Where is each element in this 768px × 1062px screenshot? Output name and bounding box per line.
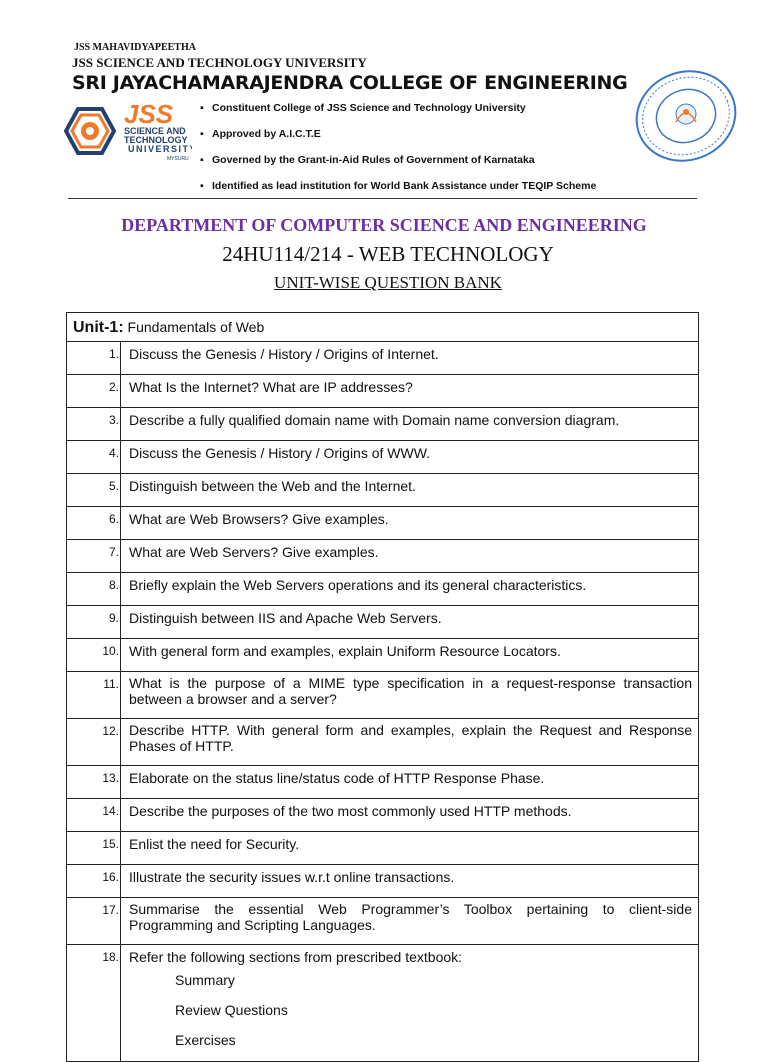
department-title: DEPARTMENT OF COMPUTER SCIENCE AND ENGINEERING <box>121 215 647 235</box>
question-text: Briefly explain the Web Servers operations and its general characteristics. <box>121 573 699 606</box>
question-table <box>66 312 699 1062</box>
table-row <box>67 408 699 441</box>
question-text: What Is the Internet? What are IP addresses? <box>121 375 699 408</box>
header-college: SRI JAYACHAMARAJENDRA COLLEGE OF ENGINEERING <box>72 72 628 94</box>
table-row <box>67 342 699 375</box>
question-number: 12. <box>67 719 121 766</box>
refer-item-text: Exercises <box>175 1032 236 1048</box>
unit-header-row <box>67 313 699 342</box>
logo-mysuru-text: MYSURU <box>167 156 189 162</box>
table-row <box>67 507 699 540</box>
question-text: Describe the purposes of the two most commonly used HTTP methods. <box>121 799 699 832</box>
bullet-text: Constituent College of JSS Science and Technology University <box>212 102 526 114</box>
question-text: Describe a fully qualified domain name with Domain name conversion diagram. <box>121 408 699 441</box>
bullet-text: Governed by the Grant-in-Aid Rules of Government of Karnataka <box>212 154 535 166</box>
table-row <box>67 865 699 898</box>
course-title: 24HU114/214 - WEB TECHNOLOGY <box>222 242 554 266</box>
refer-item-review-questions <box>129 995 692 1025</box>
header-divider <box>68 198 697 199</box>
logo-jss-text: JSS <box>124 99 174 129</box>
table-row <box>67 375 699 408</box>
question-number: 2. <box>67 375 121 408</box>
table-row <box>67 719 699 766</box>
question-number: 3. <box>67 408 121 441</box>
logo-science-text: SCIENCE AND <box>124 126 186 136</box>
question-number: 14. <box>67 799 121 832</box>
question-number: 18. <box>67 945 121 1062</box>
unit-header-cell <box>67 313 699 342</box>
bullet-text: Approved by A.I.C.T.E <box>212 128 321 140</box>
bullet-aicte <box>200 128 321 140</box>
bullet-icon: ▪ <box>200 128 204 140</box>
question-text: Refer the following sections from prescribed textbook: <box>129 949 463 965</box>
question-number: 9. <box>67 606 121 639</box>
question-number: 10. <box>67 639 121 672</box>
bullet-teqip <box>200 180 596 192</box>
question-text: Distinguish between IIS and Apache Web Servers. <box>121 606 699 639</box>
table-row <box>67 766 699 799</box>
question-number: 11. <box>67 672 121 719</box>
question-text: What is the purpose of a MIME type specification in a request-response transaction between a browser and a server? <box>121 672 699 719</box>
header-parent-org: JSS MAHAVIDYAPEETHA <box>74 42 196 53</box>
bullet-icon: ▪ <box>200 102 204 114</box>
bullet-text: Identified as lead institution for World Bank Assistance under TEQIP Scheme <box>212 180 597 192</box>
question-text: Discuss the Genesis / History / Origins of WWW. <box>121 441 699 474</box>
question-number: 6. <box>67 507 121 540</box>
question-text: Enlist the need for Security. <box>121 832 699 865</box>
table-row <box>67 945 699 1062</box>
bullet-icon: ▪ <box>200 180 204 192</box>
bullet-icon: ▪ <box>200 154 204 166</box>
jss-university-logo <box>62 97 192 165</box>
table-row <box>67 898 699 945</box>
table-row <box>67 832 699 865</box>
header-university: JSS SCIENCE AND TECHNOLOGY UNIVERSITY <box>72 55 367 70</box>
table-row <box>67 441 699 474</box>
question-number: 1. <box>67 342 121 375</box>
question-text: Summarise the essential Web Programmer’s Toolbox pertaining to client-side Programming and Scripting Languages. <box>121 898 699 945</box>
question-number: 13. <box>67 766 121 799</box>
document-title: UNIT-WISE QUESTION BANK <box>274 273 502 292</box>
question-number: 17. <box>67 898 121 945</box>
question-number: 15. <box>67 832 121 865</box>
bullet-constituent <box>200 102 526 114</box>
table-row <box>67 799 699 832</box>
logo-technology-text: TECHNOLOGY <box>124 135 188 145</box>
bullet-grant-in-aid <box>200 154 535 166</box>
question-text: Elaborate on the status line/status code of HTTP Response Phase. <box>121 766 699 799</box>
question-text: What are Web Servers? Give examples. <box>121 540 699 573</box>
question-number: 5. <box>67 474 121 507</box>
table-row <box>67 573 699 606</box>
question-number: 4. <box>67 441 121 474</box>
question-number: 16. <box>67 865 121 898</box>
question-number: 7. <box>67 540 121 573</box>
logo-university-text: UNIVERSITY <box>128 144 192 154</box>
question-text: Illustrate the security issues w.r.t online transactions. <box>121 865 699 898</box>
table-row <box>67 672 699 719</box>
college-seal-logo <box>632 64 740 168</box>
table-row <box>67 639 699 672</box>
unit-label: Unit-1: <box>73 319 124 336</box>
unit-title: Fundamentals of Web <box>127 319 265 335</box>
refer-item-text: Review Questions <box>175 1002 288 1018</box>
question-text: Discuss the Genesis / History / Origins of Internet. <box>121 342 699 375</box>
question-number: 8. <box>67 573 121 606</box>
question-cell <box>121 945 699 1062</box>
question-text: Describe HTTP. With general form and examples, explain the Request and Response Phases of HTTP. <box>121 719 699 766</box>
refer-item-summary <box>129 965 692 995</box>
question-text: What are Web Browsers? Give examples. <box>121 507 699 540</box>
table-row <box>67 474 699 507</box>
table-row <box>67 606 699 639</box>
refer-item-text: Summary <box>175 972 235 988</box>
refer-item-exercises <box>129 1025 692 1055</box>
question-text: Distinguish between the Web and the Internet. <box>121 474 699 507</box>
table-row <box>67 540 699 573</box>
question-text: With general form and examples, explain Uniform Resource Locators. <box>121 639 699 672</box>
